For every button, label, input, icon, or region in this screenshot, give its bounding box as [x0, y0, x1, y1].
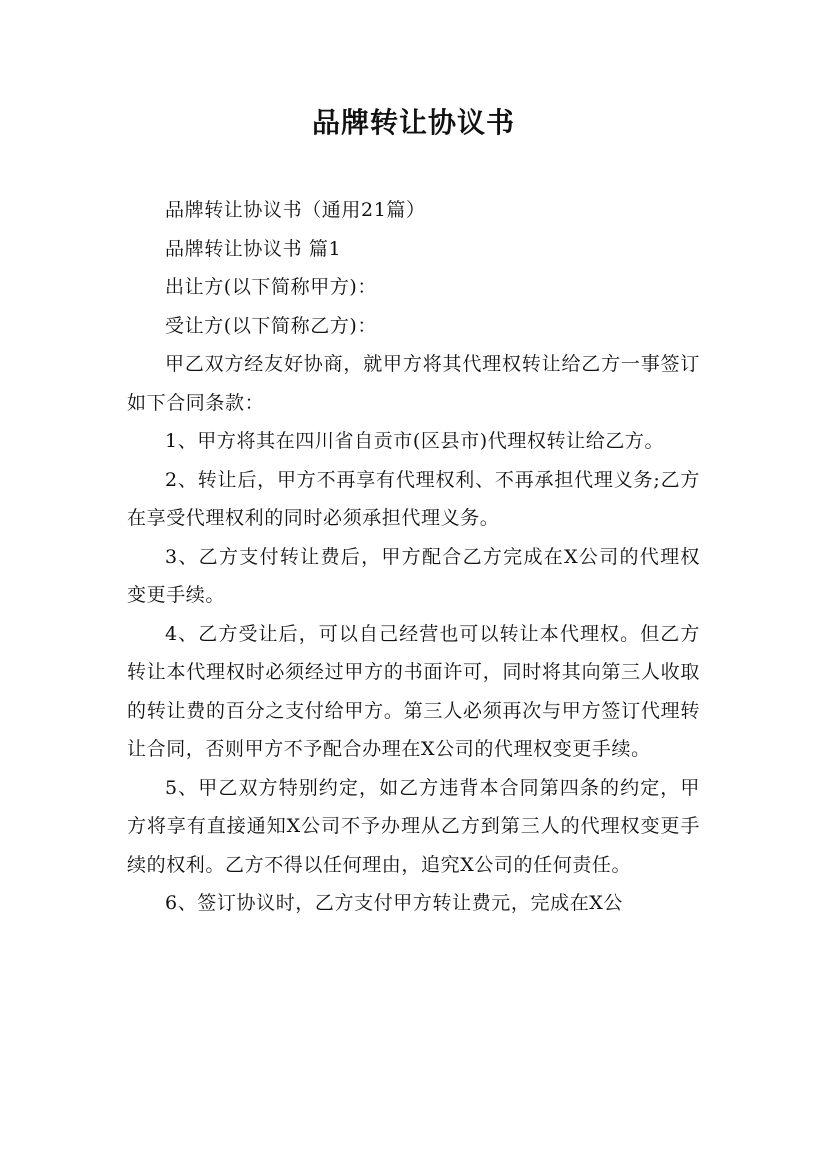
- paragraph-preamble: 甲乙双方经友好协商，就甲方将其代理权转让给乙方一事签订如下合同条款：: [127, 353, 700, 414]
- paragraph-clause-5: 5、甲乙双方特别约定，如乙方违背本合同第四条的约定，甲方将享有直接通知X公司不予办理从乙方到第三人的代理权变更手续的权利。乙方不得以任何理由，追究X公司的任何责任。: [127, 776, 700, 876]
- document-body: [127, 191, 700, 923]
- paragraph-subtitle: 品牌转让协议书（通用21篇）: [165, 199, 426, 221]
- paragraph-transferee: 受让方(以下简称乙方)：: [165, 314, 378, 337]
- paragraph-clause-2: 2、转让后，甲方不再享有代理权利、不再承担代理义务;乙方在享受代理权利的同时必须承担代理义务。: [127, 468, 700, 529]
- paragraph-transferor: 出让方(以下简称甲方)：: [165, 276, 378, 298]
- paragraph-clause-4: 4、乙方受让后，可以自己经营也可以转让本代理权。但乙方转让本代理权时必须经过甲方的书面许可，同时将其向第三人收取的转让费的百分之支付给甲方。第三人必须再次与甲方签订代理转让合同，否则甲方不予配合办理在X公司的代理权变更手续。: [127, 622, 700, 760]
- paragraph-clause-6: 6、签订协议时，乙方支付甲方转让费元，完成在X公: [165, 892, 624, 914]
- paragraph-chapter-heading: 品牌转让协议书 篇1: [165, 237, 342, 260]
- document-title: 品牌转让协议书: [311, 106, 515, 139]
- paragraph-clause-3: 3、乙方支付转让费后，甲方配合乙方完成在X公司的代理权变更手续。: [127, 545, 700, 606]
- paragraph-clause-1: 1、甲方将其在四川省自贡市(区县市)代理权转让给乙方。: [165, 430, 665, 452]
